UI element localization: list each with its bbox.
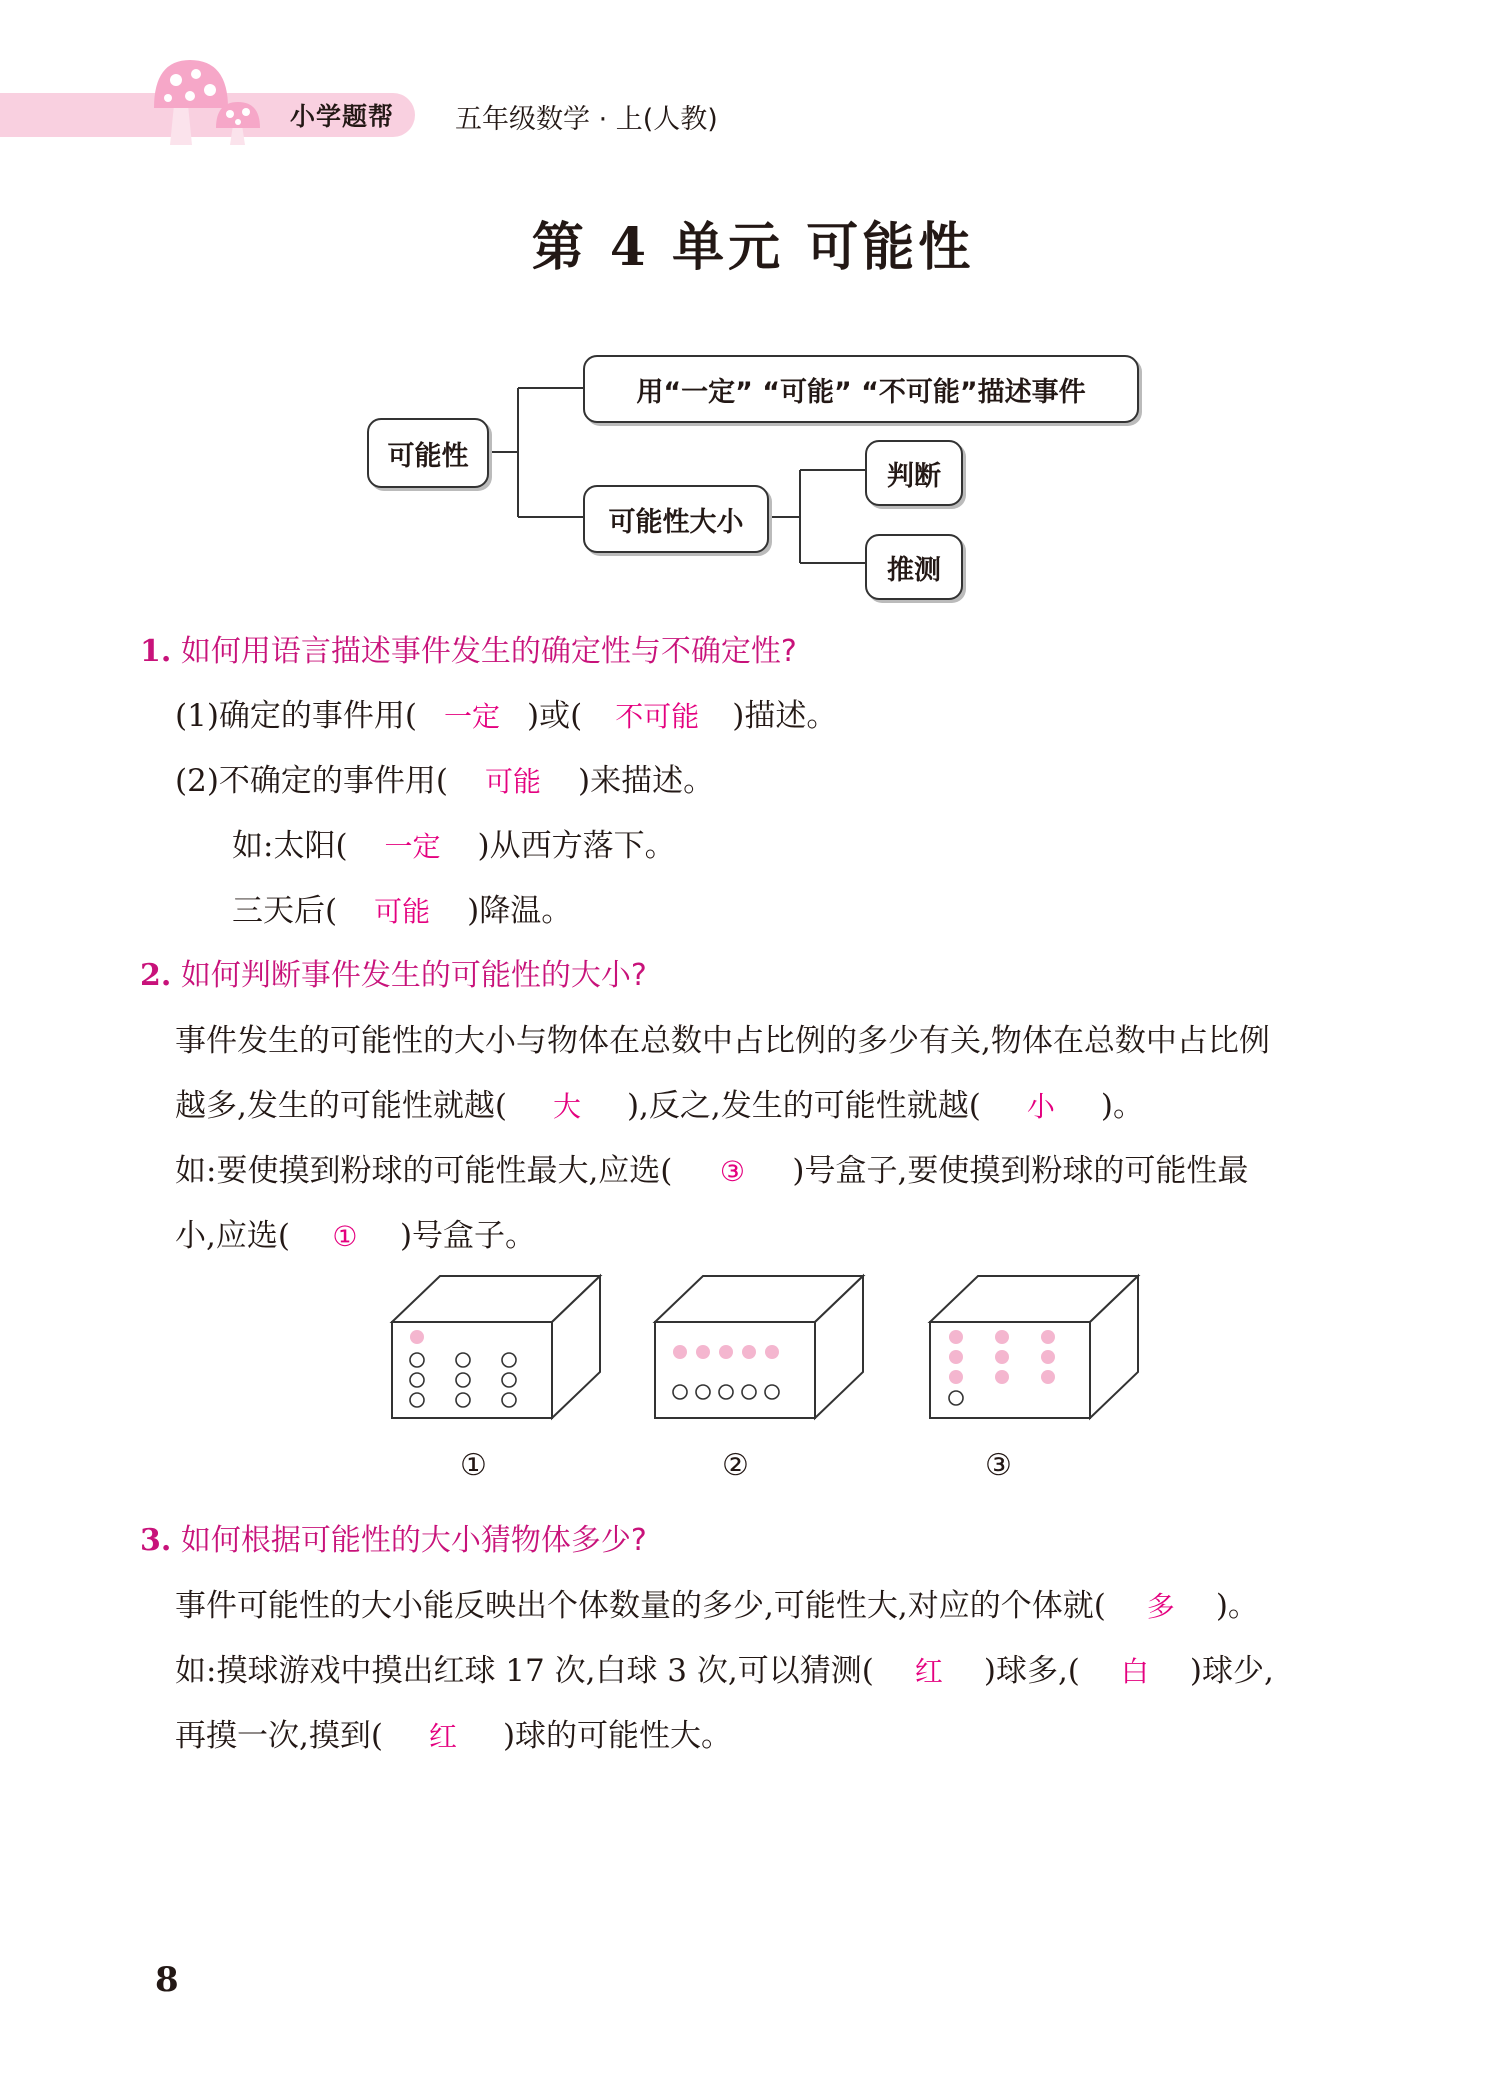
q1-line1-c: )描述。: [732, 698, 838, 734]
answer-blank: 多: [1146, 1590, 1175, 1623]
q2-text: 如何判断事件发生的可能性的大小?: [180, 958, 647, 993]
q1-line3-b: )从西方落下。: [477, 828, 676, 864]
q3-number: 3.: [140, 1523, 172, 1558]
q3-para3: [175, 1710, 732, 1755]
q1-line3: [232, 820, 676, 865]
grade-label: 五年级数学 · 上(人教): [455, 104, 718, 135]
answer-blank: 可能: [374, 895, 431, 928]
q2-para4: [175, 1210, 536, 1255]
answer-blank: 不可能: [615, 700, 700, 733]
q2-heading: [140, 950, 647, 994]
q3-para1-a: 事件可能性的大小能反映出个体数量的多少,可能性大,对应的个体就(: [175, 1588, 1106, 1624]
q1-heading: [140, 626, 797, 670]
q3-para3-a: 再摸一次,摸到(: [175, 1718, 383, 1754]
mindmap-branch-size: 可能性大小: [583, 485, 769, 553]
mindmap-leaf-judge: 判断: [865, 440, 963, 506]
q3-para2-a: 如:摸球游戏中摸出红球 17 次,白球 3 次,可以猜测(: [175, 1653, 874, 1689]
q1-line3-a: 如:太阳(: [232, 828, 348, 864]
page-title: 第 4 单元 可能性: [531, 217, 975, 278]
q1-line1: [175, 690, 837, 735]
mindmap-branch-describe: 用“一定” “可能” “不可能”描述事件: [583, 355, 1139, 423]
answer-blank: 小: [1026, 1090, 1055, 1123]
mindmap-leaf-guess: 推测: [865, 534, 963, 600]
brand-label: 小学题帮: [290, 102, 395, 131]
answer-blank: 红: [428, 1720, 457, 1753]
q1-line1-a: (1)确定的事件用(: [175, 698, 418, 734]
q1-line2-b: )来描述。: [578, 763, 715, 799]
q2-para2-c: )。: [1100, 1088, 1144, 1124]
q2-para1: 事件发生的可能性的大小与物体在总数中占比例的多少有关,物体在总数中占比例: [175, 1023, 1270, 1059]
answer-blank: ③: [719, 1155, 745, 1188]
mindmap-root: 可能性: [367, 418, 489, 488]
q3-para2-b: )球多,(: [983, 1653, 1080, 1689]
answer-blank: 一定: [384, 830, 441, 863]
box-label-1: ①: [460, 1448, 487, 1483]
q1-number: 1.: [140, 634, 172, 669]
q3-para3-b: )球的可能性大。: [502, 1718, 733, 1754]
answer-blank: 一定: [444, 700, 501, 733]
q1-line2: [175, 755, 714, 800]
q3-text: 如何根据可能性的大小猜物体多少?: [180, 1523, 647, 1558]
q2-number: 2.: [140, 958, 172, 993]
q1-line1-b: )或(: [527, 698, 583, 734]
q3-para1-b: )。: [1215, 1588, 1259, 1624]
q1-text: 如何用语言描述事件发生的确定性与不确定性?: [180, 634, 797, 669]
q1-line4: [232, 885, 572, 930]
q2-para3: [175, 1145, 1248, 1190]
q1-line4-b: )降温。: [467, 893, 573, 929]
ball-boxes-illustration: [380, 1270, 1160, 1430]
answer-blank: 大: [552, 1090, 581, 1123]
q2-para2: [175, 1080, 1144, 1125]
answer-blank: ①: [332, 1220, 358, 1253]
q2-para3-b: )号盒子,要使摸到粉球的可能性最: [792, 1153, 1249, 1189]
q3-para1: [175, 1580, 1259, 1625]
answer-blank: 可能: [485, 765, 542, 798]
q2-para4-a: 小,应选(: [175, 1218, 290, 1254]
q1-line4-a: 三天后(: [232, 893, 338, 929]
q2-para2-a: 越多,发生的可能性就越(: [175, 1088, 507, 1124]
q3-heading: [140, 1515, 647, 1559]
q1-line2-a: (2)不确定的事件用(: [175, 763, 449, 799]
box-label-2: ②: [722, 1448, 749, 1483]
box-label-3: ③: [985, 1448, 1012, 1483]
q2-para3-a: 如:要使摸到粉球的可能性最大,应选(: [175, 1153, 673, 1189]
q3-para2-c: )球少,: [1189, 1653, 1274, 1689]
q2-para2-b: ),反之,发生的可能性就越(: [626, 1088, 981, 1124]
q2-para4-b: )号盒子。: [399, 1218, 537, 1254]
q3-para2: [175, 1645, 1274, 1690]
answer-blank: 红: [914, 1655, 943, 1688]
page-number: 8: [155, 1960, 179, 2000]
answer-blank: 白: [1120, 1655, 1149, 1688]
